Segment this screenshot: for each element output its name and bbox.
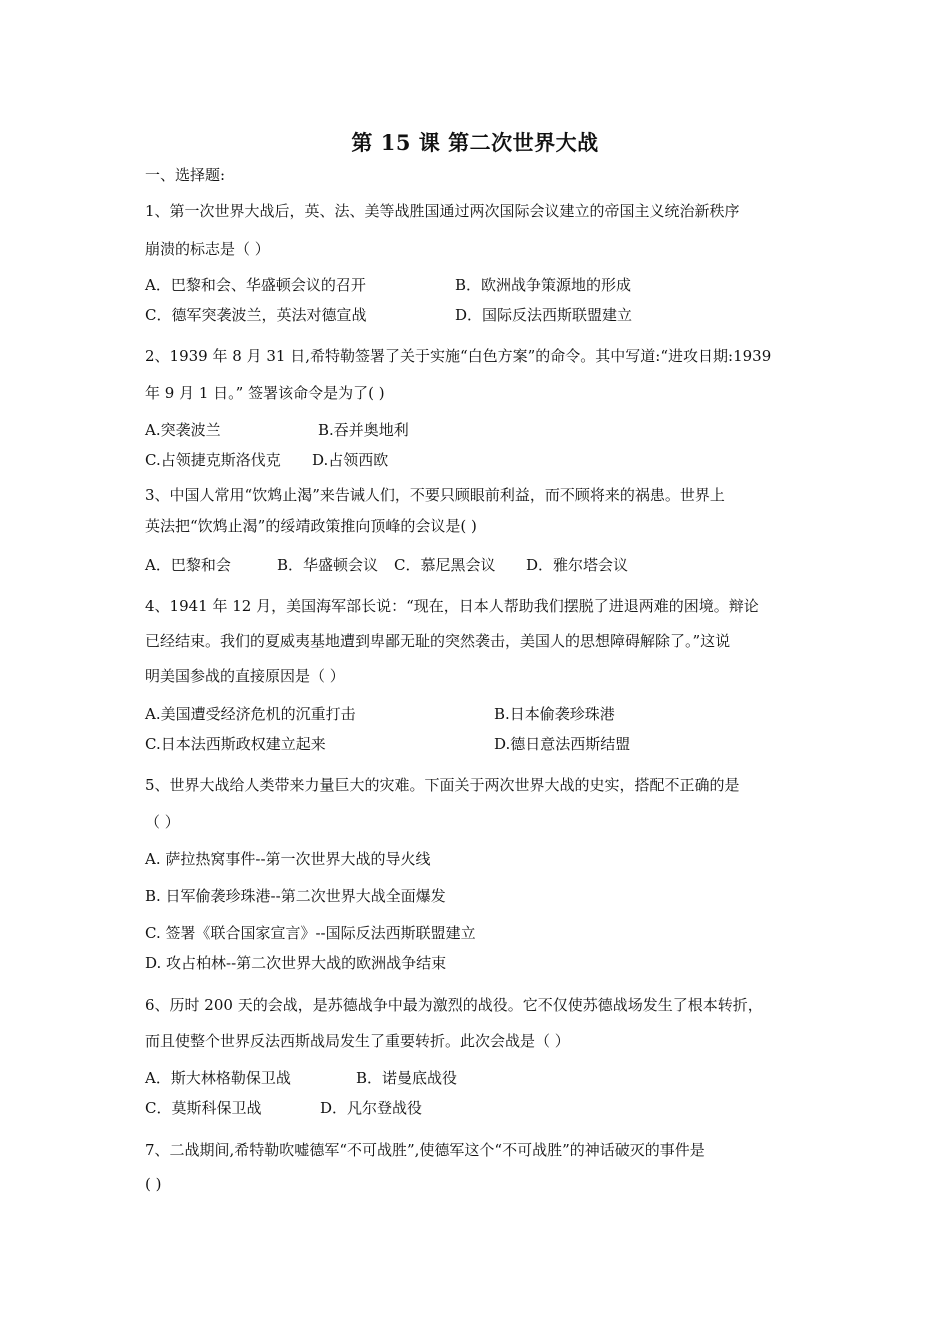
question-6-option-d: D．凡尔登战役 — [320, 1099, 423, 1117]
question-4-stem-line-2: 已经结束。我们的夏威夷基地遭到卑鄙无耻的突然袭击，美国人的思想障碍解除了。”这说 — [145, 632, 731, 650]
question-3-stem-line-1: 3、中国人常用“饮鸩止渴”来告诫人们，不要只顾眼前利益，而不顾将来的祸患。世界上 — [145, 486, 725, 504]
question-4-option-c: C.日本法西斯政权建立起来 — [145, 735, 326, 753]
question-4-stem-line-1: 4、1941 年 12 月，美国海军部长说：“现在，日本人帮助我们摆脱了进退两难的困境。辩论 — [145, 597, 759, 615]
question-2-option-d: D.占领西欧 — [312, 451, 389, 469]
question-4-option-b: B.日本偷袭珍珠港 — [494, 705, 615, 723]
question-5-option-d: D. 攻占柏林--第二次世界大战的欧洲战争结束 — [145, 954, 447, 972]
page-title: 第 15 课 第二次世界大战 — [351, 130, 599, 155]
question-1-option-d: D．国际反法西斯联盟建立 — [455, 306, 633, 324]
question-6-stem-line-2: 而且使整个世界反法西斯战局发生了重要转折。此次会战是（ ） — [145, 1032, 570, 1050]
question-1-option-a: A．巴黎和会、华盛顿会议的召开 — [145, 276, 366, 294]
question-4-stem-line-3: 明美国参战的直接原因是（ ） — [145, 667, 345, 685]
question-4-option-a: A.美国遭受经济危机的沉重打击 — [145, 705, 356, 723]
question-2-option-c: C.占领捷克斯洛伐克 — [145, 451, 281, 469]
question-3-stem-line-2: 英法把“饮鸩止渴”的绥靖政策推向顶峰的会议是( ) — [145, 517, 477, 535]
question-6-option-a: A．斯大林格勒保卫战 — [145, 1069, 291, 1087]
question-1-option-b: B．欧洲战争策源地的形成 — [455, 276, 632, 294]
question-2-option-b: B.吞并奥地利 — [318, 421, 409, 439]
question-1-stem-line-2: 崩溃的标志是（ ） — [145, 240, 270, 258]
question-5-option-b: B. 日军偷袭珍珠港--第二次世界大战全面爆发 — [145, 887, 446, 905]
question-3-option-b: B．华盛顿会议 — [277, 556, 379, 574]
question-7-stem-line-1: 7、二战期间,希特勒吹嘘德军“不可战胜”,使德军这个“不可战胜”的神话破灭的事件是 — [145, 1141, 705, 1159]
question-2-option-a: A.突袭波兰 — [145, 421, 221, 439]
question-4-option-d: D.德日意法西斯结盟 — [494, 735, 631, 753]
question-2-stem-line-2: 年 9 月 1 日。” 签署该命令是为了( ) — [145, 384, 385, 402]
question-7-stem-line-2: ( ) — [145, 1175, 162, 1193]
question-5-option-c: C. 签署《联合国家宣言》--国际反法西斯联盟建立 — [145, 924, 476, 942]
question-3-option-c: C．慕尼黑会议 — [394, 556, 496, 574]
question-6-option-b: B．诺曼底战役 — [356, 1069, 458, 1087]
question-5-stem-line-2: （ ） — [145, 813, 180, 831]
question-3-option-d: D．雅尔塔会议 — [526, 556, 629, 574]
question-1-stem-line-1: 1、第一次世界大战后，英、法、美等战胜国通过两次国际会议建立的帝国主义统治新秩序 — [145, 202, 740, 220]
question-6-stem-line-1: 6、历时 200 天的会战，是苏德战争中最为激烈的战役。它不仅使苏德战场发生了根本转折， — [145, 996, 763, 1014]
question-3-option-a: A．巴黎和会 — [145, 556, 231, 574]
question-2-stem-line-1: 2、1939 年 8 月 31 日,希特勒签署了关于实施“白色方案”的命令。其中写道:“进攻日期:1939 — [145, 347, 772, 365]
question-1-option-c: C．德军突袭波兰，英法对德宣战 — [145, 306, 367, 324]
question-6-option-c: C．莫斯科保卫战 — [145, 1099, 262, 1117]
section-heading: 一、选择题: — [145, 166, 226, 184]
question-5-stem-line-1: 5、世界大战给人类带来力量巨大的灾难。下面关于两次世界大战的史实，搭配不正确的是 — [145, 776, 740, 794]
question-5-option-a: A. 萨拉热窝事件--第一次世界大战的导火线 — [145, 850, 431, 868]
